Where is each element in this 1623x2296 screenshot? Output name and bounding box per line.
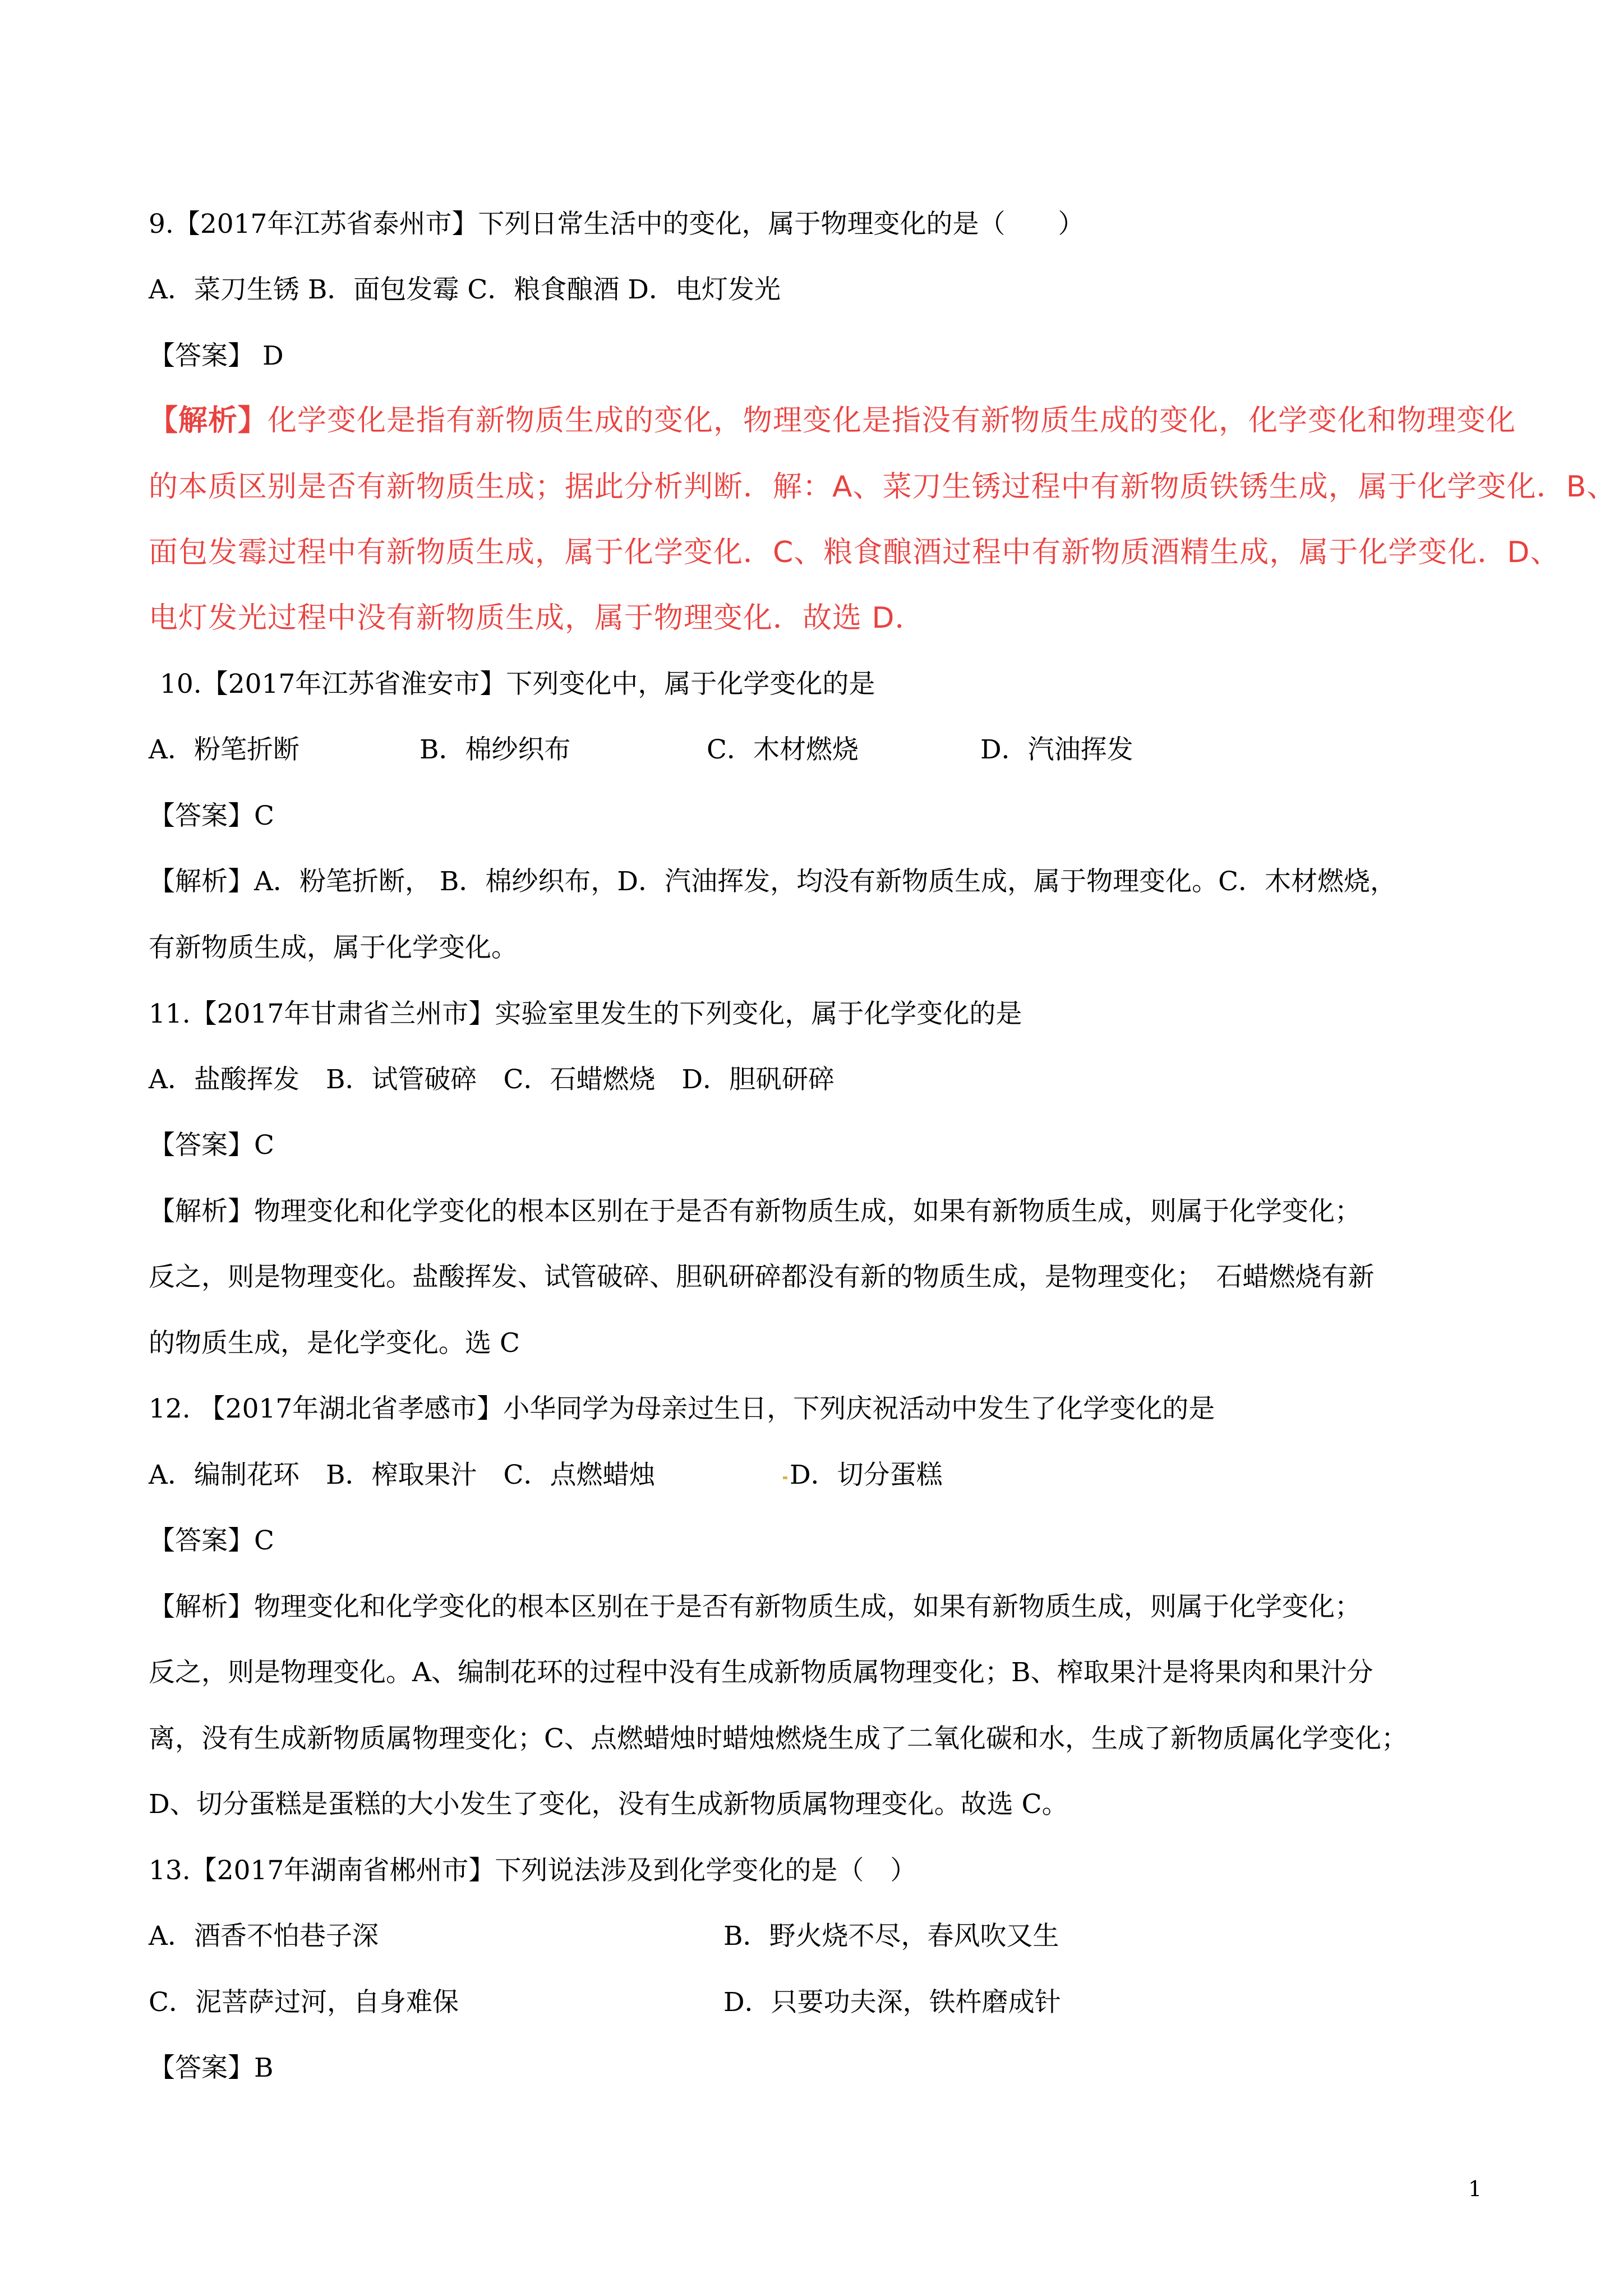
q13-option-d: D．只要功夫深，铁杵磨成针 bbox=[723, 1987, 1061, 2018]
q9-analysis-line-2: 的本质区别是否有新物质生成；据此分析判断．解：A、菜刀生锈过程中有新物质铁锈生成，属于化学变化．B、 bbox=[149, 470, 1617, 504]
q12-analysis-line-1: 【解析】物理变化和化学变化的根本区别在于是否有新物质生成，如果有新物质生成，则属于化学变化； bbox=[149, 1591, 1361, 1622]
q12-options-a-c: A．编制花环 B．榨取果汁 C．点燃蜡烛 bbox=[149, 1460, 656, 1490]
q9-analysis-line-3: 面包发霉过程中有新物质生成，属于化学变化．C、粮食酿酒过程中有新物质酒精生成，属于化学变化．D、 bbox=[149, 536, 1560, 569]
q10-option-d: D．汽油挥发 bbox=[980, 734, 1133, 765]
q10-stem: 10.【2017年江苏省淮安市】下列变化中，属于化学变化的是 bbox=[160, 669, 875, 700]
q12-analysis-line-2: 反之，则是物理变化。A、编制花环的过程中没有生成新物质属物理变化；B、榨取果汁是将果肉和果汁分 bbox=[149, 1657, 1373, 1688]
q10-option-b: B．棉纱织布 bbox=[419, 734, 571, 765]
q11-analysis-line-1: 【解析】物理变化和化学变化的根本区别在于是否有新物质生成，如果有新物质生成，则属于化学变化； bbox=[149, 1196, 1361, 1227]
q12-option-d: D．切分蛋糕 bbox=[790, 1460, 943, 1490]
q10-analysis-line-2: 有新物质生成，属于化学变化。 bbox=[149, 932, 518, 963]
q9-options: A．菜刀生锈 B．面包发霉 C．粮食酿酒 D．电灯发光 bbox=[149, 274, 781, 305]
q9-analysis-line-4: 电灯发光过程中没有新物质生成，属于物理变化．故选 D． bbox=[149, 601, 925, 635]
q12-answer: 【答案】C bbox=[149, 1525, 274, 1556]
q11-answer: 【答案】C bbox=[149, 1130, 274, 1161]
q11-analysis-line-3: 的物质生成，是化学变化。选 C bbox=[149, 1328, 520, 1359]
q12-stem: 12. 【2017年湖北省孝感市】小华同学为母亲过生日，下列庆祝活动中发生了化学变化的是 bbox=[149, 1393, 1215, 1424]
q13-option-a: A．酒香不怕巷子深 bbox=[149, 1921, 379, 1952]
q9-analysis-line-1 bbox=[149, 404, 1516, 438]
q10-option-c: C．木材燃烧 bbox=[707, 734, 859, 765]
q13-answer: 【答案】B bbox=[149, 2053, 274, 2083]
page-number: 1 bbox=[1468, 2177, 1482, 2201]
q10-analysis-line-1: 【解析】A．粉笔折断， B．棉纱织布，D．汽油挥发，均没有新物质生成，属于物理变化。C．木材燃烧， bbox=[149, 866, 1397, 897]
q9-answer: 【答案】 D bbox=[149, 341, 284, 371]
q9-stem: 9.【2017年江苏省泰州市】下列日常生活中的变化，属于物理变化的是（ ） bbox=[149, 209, 1085, 240]
q13-option-b: B．野火烧不尽，春风吹又生 bbox=[723, 1921, 1059, 1952]
q11-stem: 11.【2017年甘肃省兰州市】实验室里发生的下列变化，属于化学变化的是 bbox=[149, 999, 1022, 1029]
q12-analysis-line-4: D、切分蛋糕是蛋糕的大小发生了变化，没有生成新物质属物理变化。故选 C。 bbox=[149, 1789, 1068, 1820]
q9-analysis-text-1: 化学变化是指有新物质生成的变化，物理变化是指没有新物质生成的变化，化学变化和物理变化 bbox=[268, 404, 1516, 438]
q11-options: A．盐酸挥发 B．试管破碎 C．石蜡燃烧 D．胆矾研碎 bbox=[149, 1064, 835, 1095]
q10-option-a: A．粉笔折断 bbox=[149, 734, 299, 765]
q11-analysis-line-2: 反之，则是物理变化。盐酸挥发、试管破碎、胆矾研碎都没有新的物质生成，是物理变化； 石蜡燃烧有新 bbox=[149, 1262, 1375, 1292]
q13-stem: 13.【2017年湖南省郴州市】下列说法涉及到化学变化的是（ ） bbox=[149, 1855, 917, 1886]
stray-mark bbox=[783, 1476, 787, 1479]
q13-option-c: C．泥菩萨过河，自身难保 bbox=[149, 1987, 459, 2018]
q12-analysis-line-3: 离，没有生成新物质属物理变化；C、点燃蜡烛时蜡烛燃烧生成了二氧化碳和水，生成了新物质属化学变化； bbox=[149, 1723, 1408, 1754]
q9-analysis-tag: 【解析】 bbox=[149, 404, 268, 438]
q10-answer: 【答案】C bbox=[149, 800, 274, 831]
